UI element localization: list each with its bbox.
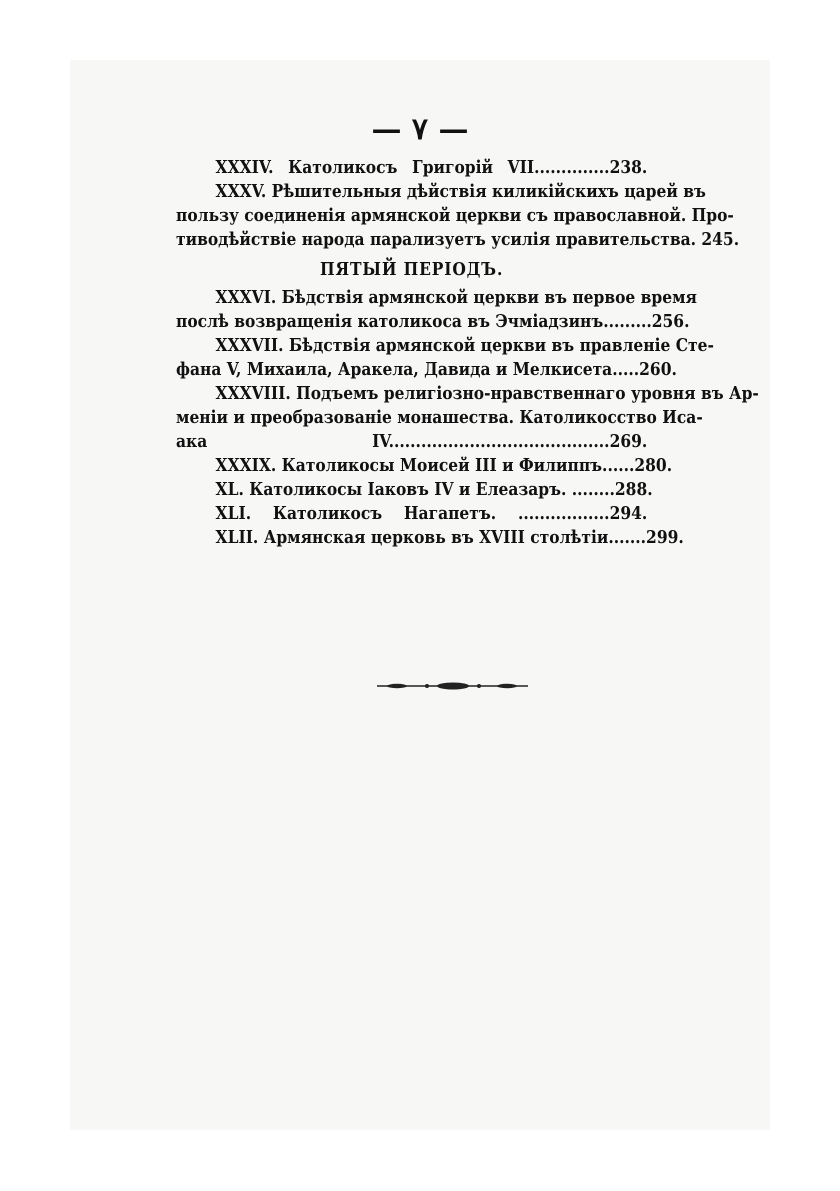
toc-line: фана V, Михаила, Аракела, Давида и Мелкисета.....260.	[176, 359, 677, 380]
toc-line: XXXVI. Бѣдствія армянской церкви въ первое время	[215, 287, 697, 308]
table-of-contents	[176, 156, 759, 550]
toc-line: XLII. Армянская церковь въ XVIII столѣтіи.......299.	[215, 527, 684, 548]
toc-entry	[176, 478, 653, 502]
toc-entry	[176, 526, 684, 550]
toc-line: XXXVIII. Подъемъ религіозно-нравственнаго уровня въ Ар-	[215, 383, 759, 404]
toc-entry	[176, 382, 759, 454]
toc-line: XXXVII. Бѣдствія армянской церкви въ правленіе Сте-	[215, 335, 714, 356]
section-title: ПЯТЫЙ ПЕРІОДЪ.	[320, 259, 504, 280]
decorative-rule-ornament	[375, 680, 530, 692]
toc-line: XXXIX. Католикосы Моисей III и Филиппъ......280.	[215, 455, 673, 476]
page-number: — ۷ —	[371, 112, 469, 147]
toc-line: пользу соединенія армянской церкви съ православной. Про-	[176, 205, 734, 226]
toc-line: ака IV.........................................269.	[176, 431, 648, 452]
toc-entry	[176, 286, 697, 334]
toc-entry	[176, 334, 714, 382]
toc-line: XXXV. Рѣшительныя дѣйствія киликійскихъ царей въ	[215, 181, 706, 202]
toc-line: послѣ возвращенія католикоса въ Эчміадзинъ.........256.	[176, 311, 690, 332]
toc-entry	[176, 502, 647, 526]
toc-entry	[176, 454, 673, 478]
toc-entry	[176, 180, 740, 252]
toc-line: XL. Католикосы Іаковъ IV и Елеазаръ. ........288.	[215, 479, 653, 500]
toc-line: XLI. Католикосъ Нагапетъ. .................294.	[215, 503, 648, 524]
toc-entry	[176, 156, 647, 180]
toc-line: меніи и преобразованіе монашества. Католикосство Иса-	[176, 407, 703, 428]
toc-line: тиводѣйствіе народа парализуетъ усилія правительства. 245.	[176, 229, 740, 250]
toc-line: XXXIV. Католикосъ Григорій VII..............238.	[215, 157, 648, 178]
